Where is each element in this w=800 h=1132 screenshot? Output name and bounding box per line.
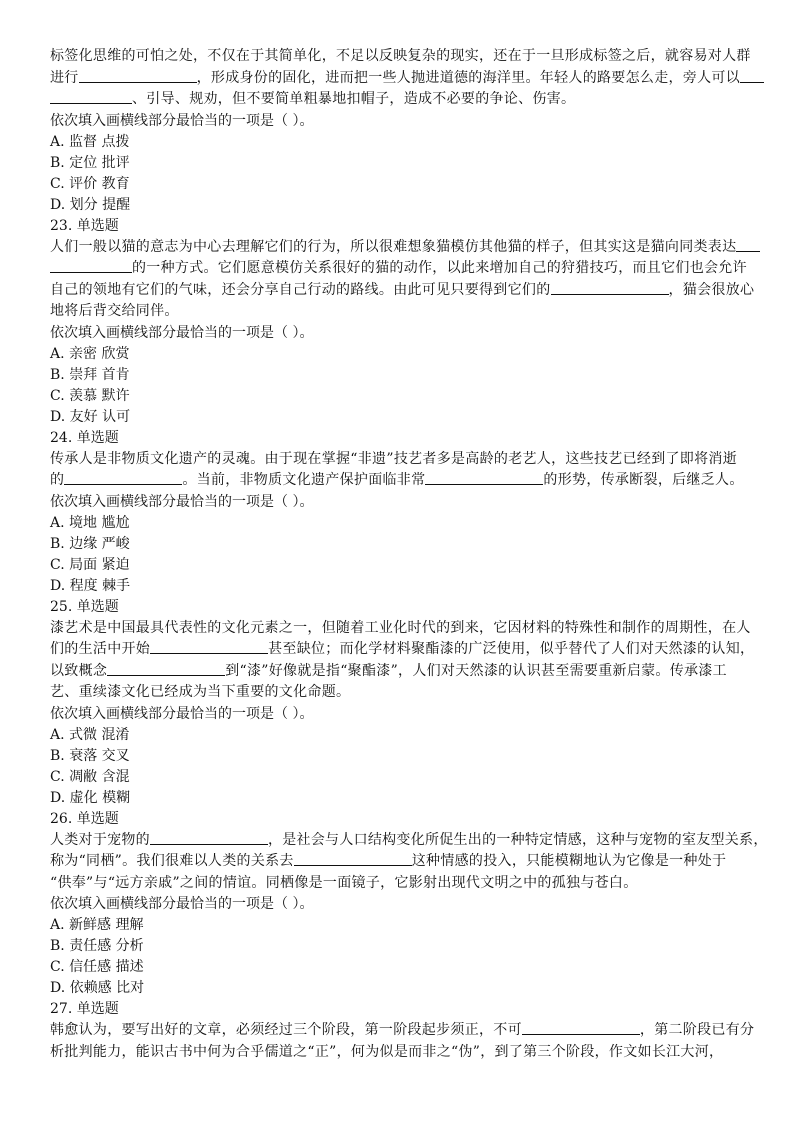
- question-heading: 24. 单选题: [50, 429, 119, 446]
- answer-blank[interactable]: [736, 237, 760, 252]
- question-24: [50, 428, 768, 597]
- option-a[interactable]: A. 新鲜感 理解: [50, 917, 144, 933]
- answer-blank[interactable]: [740, 68, 764, 83]
- question-23: [50, 216, 768, 428]
- document-body: [50, 46, 768, 1063]
- option-c[interactable]: C. 羡慕 默许: [50, 387, 130, 404]
- option-b[interactable]: B. 责任感 分析: [50, 938, 144, 954]
- question-22: [50, 46, 768, 216]
- stem-line: 漆艺术是中国最具代表性的文化元素之一，但随着工业化时代的到来，它因材料的特殊性和制作的周期性，在人: [50, 619, 751, 636]
- answer-blank[interactable]: [150, 639, 268, 654]
- option-d[interactable]: D. 程度 棘手: [50, 577, 131, 594]
- answer-blank[interactable]: [64, 470, 182, 485]
- answer-blank[interactable]: [50, 258, 132, 273]
- option-c[interactable]: C. 评价 教育: [50, 175, 130, 192]
- option-a[interactable]: A. 式微 混淆: [50, 726, 130, 743]
- stem-line: 韩愈认为，要写出好的文章，必须经过三个阶段，第一阶段起步须正，不可 ，第二阶段已有分: [50, 1022, 755, 1038]
- stem-line: 标签化思维的可怕之处，不仅在于其简单化，不足以反映复杂的现实，还在于一旦形成标签之后，就容易对人群: [50, 48, 751, 64]
- answer-blank[interactable]: [150, 830, 268, 845]
- question-prompt: 依次填入画横线部分最恰当的一项是（ ）。: [50, 112, 314, 129]
- stem-line: 以致概念 到“漆”好像就是指“聚酯漆”，人们对天然漆的认识甚至需要重新启蒙。传承漆工: [50, 662, 727, 679]
- stem-line: 、引导、规劝，但不要简单粗暴地扣帽子，造成不必要的争论、伤害。: [50, 89, 768, 111]
- answer-blank[interactable]: [107, 661, 225, 676]
- option-d[interactable]: D. 友好 认可: [50, 408, 131, 425]
- question-26: [50, 809, 768, 1000]
- option-a[interactable]: A. 亲密 欣赏: [50, 345, 130, 362]
- stem-line: 传承人是非物质文化遗产的灵魂。由于现在掌握“非遗”技艺者多是高龄的老艺人，这些技艺已经到了即将消逝: [50, 450, 738, 467]
- question-prompt: 依次填入画横线部分最恰当的一项是（ ）。: [50, 896, 314, 912]
- option-c[interactable]: C. 信任感 描述: [50, 959, 144, 975]
- stem-line: 人们一般以猫的意志为中心去理解它们的行为，所以很难想象猫模仿其他猫的样子，但其实这是猫向同类表达: [50, 237, 768, 259]
- option-a[interactable]: A. 监督 点拨: [50, 133, 130, 150]
- option-b[interactable]: B. 边缘 严峻: [50, 535, 130, 552]
- stem-line: 人类对于宠物的 ，是社会与人口结构变化所促生出的一种特定情感，这种与宠物的室友型关系，: [50, 831, 768, 848]
- option-d[interactable]: D. 划分 提醒: [50, 196, 131, 213]
- answer-blank[interactable]: [79, 68, 197, 83]
- answer-blank[interactable]: [551, 280, 669, 295]
- option-c[interactable]: C. 局面 紧迫: [50, 556, 130, 573]
- question-heading: 26. 单选题: [50, 810, 119, 827]
- option-b[interactable]: B. 崇拜 首肯: [50, 366, 130, 383]
- question-prompt: 依次填入画横线部分最恰当的一项是（ ）。: [50, 324, 314, 341]
- answer-blank[interactable]: [294, 851, 412, 866]
- stem-line: 进行 ，形成身份的固化，进而把一些人抛进道德的海洋里。年轻人的路要怎么走，旁人可以: [50, 68, 768, 90]
- question-prompt: 依次填入画横线部分最恰当的一项是（ ）。: [50, 705, 314, 722]
- stem-line: 称为“同栖”。我们很难以人类的关系去 这种情感的投入，只能模糊地认为它像是一种处于: [50, 853, 727, 869]
- answer-blank[interactable]: [425, 470, 543, 485]
- option-a[interactable]: A. 境地 尴尬: [50, 514, 130, 531]
- stem-line: 艺、重续漆文化已经成为当下重要的文化命题。: [50, 684, 351, 700]
- option-b[interactable]: B. 定位 批评: [50, 154, 130, 171]
- question-prompt: 依次填入画横线部分最恰当的一项是（ ）。: [50, 493, 314, 510]
- answer-blank[interactable]: [522, 1020, 640, 1035]
- stem-line: 们的生活中开始 甚至缺位；而化学材料聚酯漆的广泛使用，似乎替代了人们对天然漆的认知，: [50, 641, 755, 657]
- stem-line: 自己的领地有它们的气味，还会分享自己行动的路线。由此可见只要得到它们的 ，猫会很放心: [50, 281, 755, 298]
- option-b[interactable]: B. 衰落 交叉: [50, 747, 130, 764]
- option-c[interactable]: C. 凋敝 含混: [50, 768, 130, 785]
- question-heading: 27. 单选题: [50, 1001, 119, 1017]
- question-27: [50, 999, 768, 1063]
- stem-line: 析批判能力，能识古书中何为合乎儒道之“正”，何为似是而非之“伪”，到了第三个阶段，作文如长江大河，: [50, 1043, 724, 1060]
- stem-line: 的一种方式。它们愿意模仿关系很好的猫的动作，以此来增加自己的狩猎技巧，而且它们也会允许: [50, 258, 768, 280]
- question-heading: 25. 单选题: [50, 598, 119, 615]
- option-d[interactable]: D. 依赖感 比对: [50, 980, 145, 996]
- stem-line: “供奉”与“远方亲戚”之间的情谊。同栖像是一面镜子，它影射出现代文明之中的孤独与苍白。: [50, 874, 638, 891]
- answer-blank[interactable]: [50, 89, 132, 104]
- question-25: [50, 597, 768, 809]
- stem-line: 的 。当前，非物质文化遗产保护面临非常 的形势，传承断裂，后继乏人。: [50, 472, 744, 488]
- stem-line: 地将后背交给同伴。: [50, 303, 179, 319]
- question-heading: 23. 单选题: [50, 217, 119, 234]
- option-d[interactable]: D. 虚化 模糊: [50, 789, 131, 806]
